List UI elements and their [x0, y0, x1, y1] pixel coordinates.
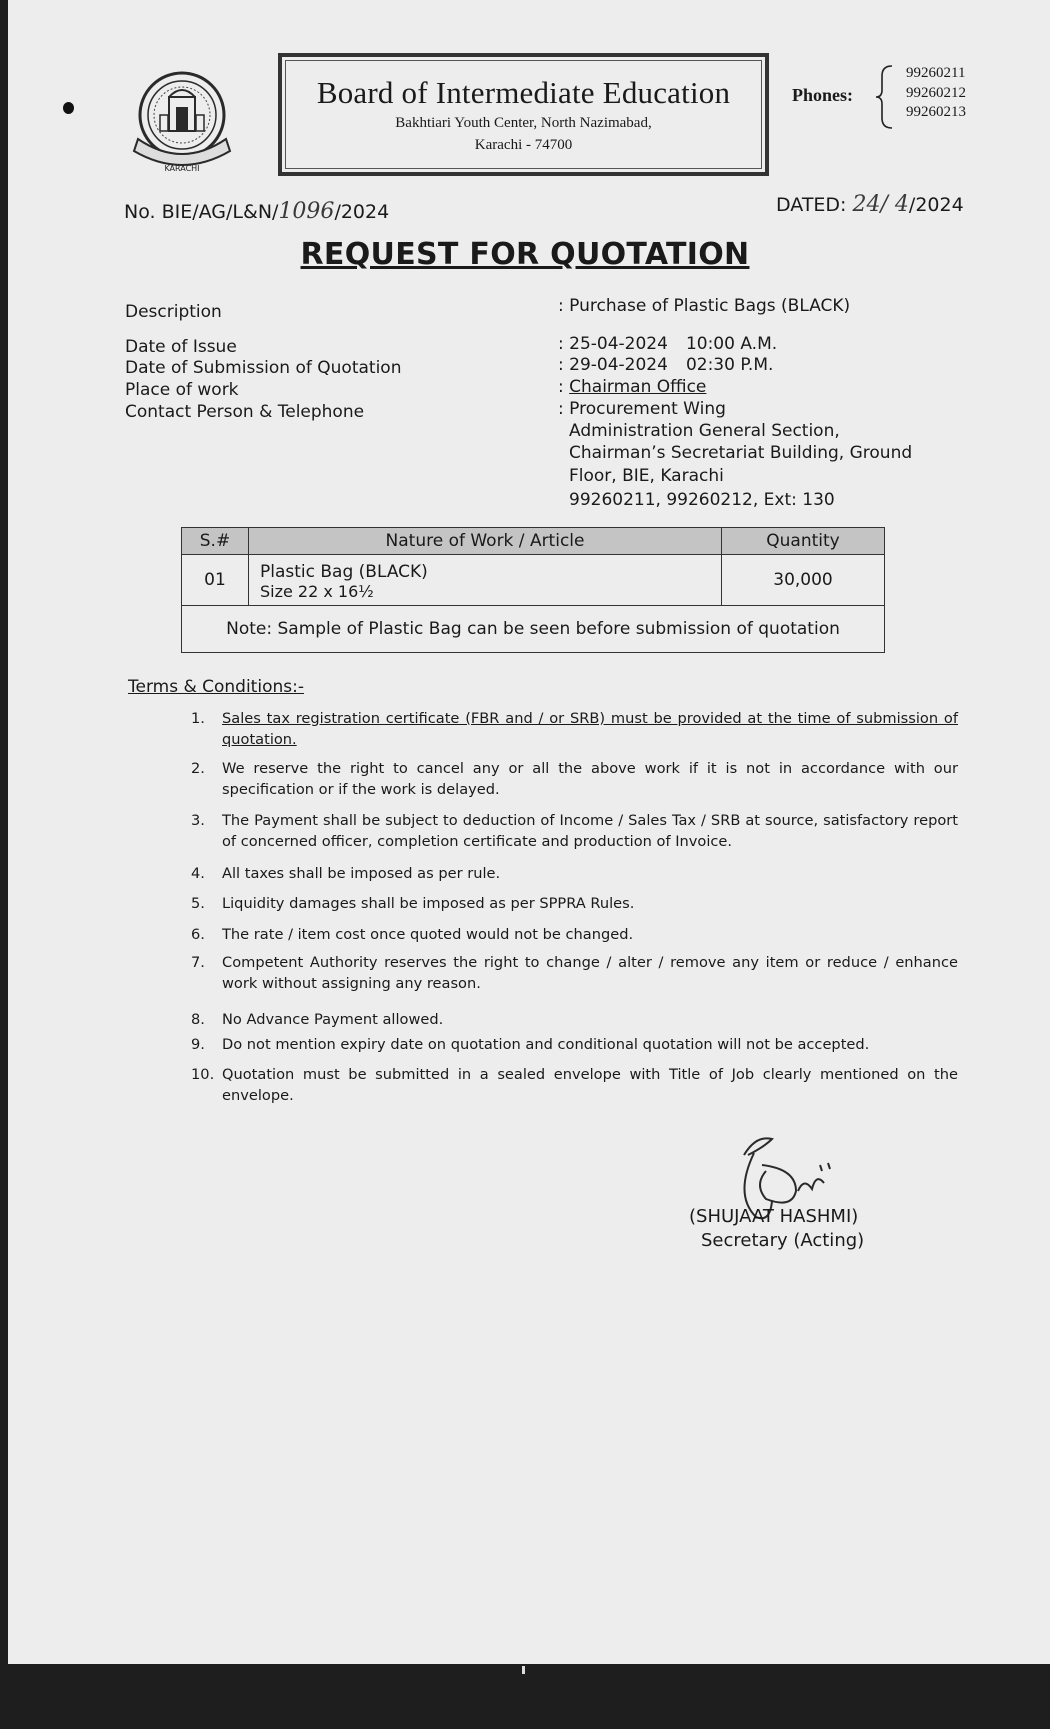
column-header-article: Nature of Work / Article: [249, 528, 722, 555]
term-item: [191, 1034, 958, 1055]
submission-date-label: Date of Submission of Quotation: [125, 358, 402, 378]
brace-icon: [874, 64, 896, 130]
issue-date: : 25-04-2024: [558, 334, 668, 354]
document-title: REQUEST FOR QUOTATION: [300, 237, 750, 272]
term-item: [191, 1009, 958, 1030]
reference-prefix: No. BIE/AG/L&N/: [124, 201, 279, 223]
logo-caption: KARACHI: [164, 164, 200, 173]
organization-name: Board of Intermediate Education: [316, 75, 731, 110]
phone-number: 99260213: [906, 104, 966, 120]
cell-sn: 01: [182, 555, 249, 606]
term-number: 3.: [191, 812, 205, 829]
reference-suffix: /2024: [334, 201, 390, 223]
terms-heading: Terms & Conditions:-: [128, 677, 304, 697]
contact-telephone: 99260211, 99260212, Ext: 130: [569, 490, 835, 510]
reference-number: [124, 199, 389, 224]
issue-time: 10:00 A.M.: [685, 334, 778, 354]
phone-number: 99260212: [906, 84, 966, 101]
term-text: All taxes shall be imposed as per rule.: [222, 865, 501, 882]
term-number: 9.: [191, 1036, 205, 1053]
article-name: Plastic Bag (BLACK): [260, 561, 428, 582]
term-text: Quotation must be submitted in a sealed envelope with Title of Job clearly mentioned on the envelope.: [222, 1066, 958, 1104]
term-text: Competent Authority reserves the right to change / alter / remove any item or reduce / enhance work without assigning any reason.: [222, 954, 958, 992]
term-text: We reserve the right to cancel any or all the above work if it is not in accordance with our specification or if the work is delayed.: [222, 760, 958, 798]
signatory-title: Secretary (Acting): [701, 1230, 865, 1251]
contact-value: : Procurement Wing: [558, 399, 726, 419]
term-item: [191, 952, 958, 994]
issue-date-label: Date of Issue: [125, 337, 237, 357]
cell-quantity: 30,000: [722, 555, 885, 606]
term-text: Do not mention expiry date on quotation and conditional quotation will not be accepted.: [222, 1036, 870, 1053]
phone-numbers: [906, 64, 966, 123]
submission-date-value: [558, 355, 773, 375]
submission-date: : 29-04-2024: [558, 355, 668, 375]
submission-time: 02:30 P.M.: [685, 355, 774, 375]
handwritten-reference-number: 1096: [278, 199, 335, 224]
punch-hole: [63, 102, 74, 114]
place-colon: :: [558, 377, 570, 397]
handwritten-date: 24/ 4: [852, 192, 909, 217]
table-note: Note: Sample of Plastic Bag can be seen before submission of quotation: [182, 606, 885, 653]
place-of-work-label: Place of work: [125, 380, 239, 400]
table-header-row: [182, 528, 885, 555]
term-number: 7.: [191, 954, 205, 971]
term-number: 1.: [191, 710, 205, 727]
term-text: The rate / item cost once quoted would not be changed.: [222, 926, 634, 943]
letterhead-box: [278, 53, 769, 176]
dated-year: /2024: [908, 194, 964, 216]
term-text: No Advance Payment allowed.: [222, 1011, 444, 1028]
term-text: The Payment shall be subject to deduction of Income / Sales Tax / SRB at source, satisfactory report of concerned officer, completion certificate and production of Invoice.: [222, 812, 958, 850]
contact-address-line: Floor, BIE, Karachi: [569, 466, 724, 486]
date-line: [776, 192, 964, 217]
scan-mark: [522, 1666, 525, 1674]
table-row: [182, 555, 885, 606]
term-item: [191, 810, 958, 852]
address-line-2: Karachi - 74700: [474, 137, 573, 153]
term-item: [191, 708, 958, 750]
term-number: 5.: [191, 895, 205, 912]
place-of-work-value: [558, 377, 706, 397]
term-number: 6.: [191, 926, 205, 943]
term-text: Liquidity damages shall be imposed as per SPPRA Rules.: [222, 895, 635, 912]
term-number: 2.: [191, 760, 205, 777]
term-number: 10.: [191, 1066, 215, 1083]
cell-article: [249, 555, 722, 606]
address-line-1: Bakhtiari Youth Center, North Nazimabad,: [395, 115, 652, 131]
contact-address-line: Chairman’s Secretariat Building, Ground: [569, 443, 913, 463]
term-number: 4.: [191, 865, 205, 882]
term-item: [191, 863, 958, 884]
article-size: Size 22 x 16½: [260, 581, 374, 601]
contact-label: Contact Person & Telephone: [125, 402, 365, 422]
column-header-sn: S.#: [182, 528, 249, 555]
term-text: Sales tax registration certificate (FBR and / or SRB) must be provided at the time of submission of quotation.: [222, 710, 958, 748]
term-item: [191, 893, 958, 914]
table-note-row: [182, 606, 885, 653]
issue-date-value: [558, 334, 777, 354]
column-header-quantity: Quantity: [722, 528, 885, 555]
contact-address-line: Administration General Section,: [569, 421, 840, 441]
term-item: [191, 758, 958, 800]
description-label: Description: [125, 302, 222, 322]
dated-label: DATED:: [776, 194, 847, 216]
items-table: [181, 527, 885, 653]
description-value: : Purchase of Plastic Bags (BLACK): [558, 296, 851, 316]
bie-logo-emblem: [132, 67, 240, 177]
term-number: 8.: [191, 1011, 205, 1028]
term-item: [191, 1064, 958, 1106]
signatory-name: (SHUJAAT HASHMI): [689, 1206, 859, 1227]
phones-label: Phones:: [792, 85, 854, 105]
term-item: [191, 924, 958, 945]
place-of-work: Chairman Office: [569, 377, 707, 397]
phone-number: 99260211: [906, 65, 966, 81]
